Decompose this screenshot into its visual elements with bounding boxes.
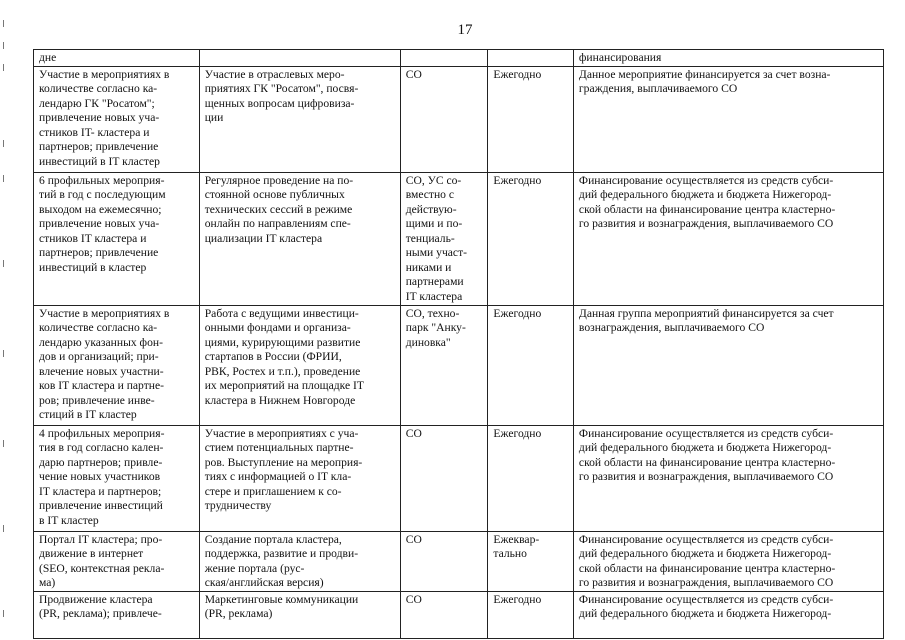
cell-text-line: лендарю указанных фон- [39, 335, 163, 349]
cell-text-line: действую- [405, 202, 457, 216]
cell-text-line: стартапов в России (ФРИИ, [204, 350, 342, 363]
cell-text-line: кластера в Нижнем Новгороде [204, 393, 356, 407]
cell-period [488, 425, 574, 531]
cell-text-line: Финансирование осуществляется из средств субси- [578, 173, 834, 187]
cell-activity [199, 50, 400, 67]
cell-text-line: дов и организаций; при- [39, 350, 159, 363]
cell-text-line: стием потенциальных партне- [204, 441, 354, 454]
cell-text-line: ма) [39, 576, 56, 589]
cell-financing [573, 425, 883, 531]
cell-responsible [400, 50, 488, 67]
cell-text-line: Работа с ведущими инвестици- [204, 306, 359, 320]
cell-text-line: привлечение инвестиций [39, 499, 163, 512]
cell-result [34, 66, 200, 172]
cell-text-line: 6 профильных мероприя- [39, 173, 165, 187]
cell-text-line: дий федерального бюджета и бюджета Нижегород- [578, 607, 832, 620]
cell-text-line: IT кластера и партнеров; [39, 484, 162, 498]
cell-text-line: технических сессий в режиме [204, 202, 353, 216]
cell-financing [573, 531, 883, 591]
cell-text-line: 4 профильных мероприя- [39, 426, 165, 440]
cell-text-line: Ежеквар- [493, 532, 540, 546]
cell-text-line: чение новых участников [39, 470, 161, 483]
cell-text-line: онными фондами и организа- [204, 321, 351, 334]
cell-text-line: Продвижение кластера [39, 592, 153, 606]
cell-result [34, 50, 200, 67]
cell-text-line: парк "Анку- [405, 321, 466, 334]
cell-text-line: партнерами [405, 275, 464, 288]
cell-responsible [400, 66, 488, 172]
cell-text-line: партнеров; привлечение [39, 140, 159, 153]
cell-text-line: щенных вопросам цифровиза- [204, 96, 355, 110]
cell-text-line: инвестиций в IT кластер [39, 154, 160, 168]
plan-table [33, 49, 884, 639]
cell-text-line: тий в год с последующим [39, 188, 166, 201]
cell-text-line: жение портала (рус- [204, 561, 305, 575]
cell-text-line: Финансирование осуществляется из средств субси- [578, 592, 834, 606]
cell-text-line: циями, курирующими развитие [204, 335, 361, 349]
cell-text-line: тия в год согласно кален- [39, 441, 164, 454]
cell-text-line: Маркетинговые коммуникации [204, 592, 359, 606]
cell-text-line: количестве согласно ка- [39, 321, 158, 334]
cell-financing [573, 591, 883, 638]
table-row [34, 172, 884, 305]
cell-text-line: го развития и вознаграждения, выплачиваемого СО [578, 217, 834, 230]
cell-text-line: лендарю ГК "Росатом"; [39, 96, 155, 110]
cell-period [488, 305, 574, 425]
cell-activity [199, 305, 400, 425]
cell-text-line: в IT кластер [39, 513, 99, 527]
cell-text-line: выходом на ежемесячно; [39, 202, 162, 216]
cell-text-line: циализации IT кластера [204, 231, 323, 245]
table-row [34, 50, 884, 67]
cell-text-line: Участие в мероприятиях с уча- [204, 426, 359, 440]
cell-text-line: СО, техно- [405, 306, 460, 320]
cell-text-line: Создание портала кластера, [204, 532, 342, 546]
cell-result [34, 591, 200, 638]
cell-text-line: стиций в IT кластер [39, 408, 137, 421]
cell-text-line: щими и по- [405, 217, 463, 230]
cell-text-line: тиях с информацией о IT кла- [204, 470, 352, 483]
cell-text-line: дарю партнеров; привле- [39, 455, 163, 469]
cell-text-line: (PR, реклама) [204, 607, 273, 620]
cell-text-line: Данная группа мероприятий финансируется за счет [578, 306, 834, 320]
table-row [34, 591, 884, 638]
cell-text-line: Ежегодно [493, 306, 542, 320]
cell-result [34, 172, 200, 305]
cell-text-line: СО, УС со- [405, 173, 462, 187]
cell-text-line: дий федерального бюджета и бюджета Нижегород- [578, 441, 832, 454]
cell-text-line: Участие в мероприятиях в [39, 306, 170, 320]
cell-text-line: Данное мероприятие финансируется за счет возна- [578, 67, 831, 81]
cell-financing [573, 305, 883, 425]
cell-text-line: СО [405, 67, 422, 81]
cell-text-line: онлайн по направлениям спе- [204, 217, 351, 230]
cell-text-line: их мероприятий на площадке IT [204, 379, 364, 392]
cell-text-line: Ежегодно [493, 67, 542, 81]
cell-text-line: поддержка, развитие и продви- [204, 547, 359, 560]
cell-activity [199, 531, 400, 591]
cell-text-line: количестве согласно ка- [39, 82, 158, 95]
cell-text-line: ции [204, 111, 224, 124]
cell-text-line: ными участ- [405, 246, 467, 259]
cell-text-line: СО [405, 426, 422, 440]
cell-text-line: влечение новых участни- [39, 364, 164, 378]
cell-activity [199, 172, 400, 305]
cell-text-line: Финансирование осуществляется из средств субси- [578, 532, 834, 546]
cell-text-line: го развития и вознаграждения, выплачиваемого СО [578, 576, 834, 589]
cell-text-line: РВК, Ростех и т.п.), проведение [204, 364, 361, 378]
cell-responsible [400, 425, 488, 531]
cell-period [488, 531, 574, 591]
cell-text-line: (SEO, контекстная рекла- [39, 561, 165, 575]
cell-period [488, 66, 574, 172]
cell-responsible [400, 305, 488, 425]
cell-responsible [400, 591, 488, 638]
cell-text-line: Ежегодно [493, 592, 542, 606]
cell-period [488, 591, 574, 638]
cell-text-line: СО [405, 592, 422, 606]
table-row [34, 305, 884, 425]
cell-text-line: тенциаль- [405, 231, 455, 245]
cell-text-line: приятиях ГК "Росатом", посвя- [204, 82, 359, 95]
cell-text-line: дий федерального бюджета и бюджета Нижегород- [578, 188, 832, 201]
cell-text-line: го развития и вознаграждения, выплачиваемого СО [578, 470, 834, 483]
cell-text-line: привлечение новых уча- [39, 217, 160, 230]
cell-activity [199, 591, 400, 638]
cell-text-line: СО [405, 532, 422, 546]
cell-text-line: дий федерального бюджета и бюджета Нижегород- [578, 547, 832, 560]
cell-text-line: ров. Выступление на мероприя- [204, 455, 363, 469]
cell-result [34, 425, 200, 531]
cell-period [488, 172, 574, 305]
cell-text-line: ская/английская версия) [204, 576, 324, 589]
cell-text-line: никами и [405, 260, 452, 274]
cell-text-line: стере и приглашением к со- [204, 484, 342, 498]
cell-period [488, 50, 574, 67]
cell-text-line: финансирования [578, 51, 662, 64]
cell-text-line: (PR, реклама); привлече- [39, 607, 162, 620]
table-row [34, 425, 884, 531]
table-row [34, 531, 884, 591]
cell-text-line: ской области на финансирование центра кластерно- [578, 202, 836, 216]
cell-text-line: ков IT кластера и партне- [39, 379, 164, 392]
cell-result [34, 531, 200, 591]
cell-text-line: партнеров; привлечение [39, 246, 159, 259]
cell-text-line: тально [493, 547, 527, 560]
cell-text-line: стников IT кластера и [39, 231, 147, 245]
cell-responsible [400, 172, 488, 305]
cell-activity [199, 66, 400, 172]
cell-text-line: стоянной основе публичных [204, 188, 345, 201]
table-row [34, 66, 884, 172]
cell-text-line: Участие в мероприятиях в [39, 67, 170, 81]
cell-text-line: вознаграждения, выплачиваемого СО [578, 321, 765, 334]
cell-activity [199, 425, 400, 531]
cell-text-line: ской области на финансирование центра кластерно- [578, 455, 836, 469]
cell-text-line: дне [39, 51, 57, 64]
cell-financing [573, 50, 883, 67]
cell-text-line: ской области на финансирование центра кластерно- [578, 561, 836, 575]
cell-financing [573, 172, 883, 305]
cell-text-line: инвестиций в кластер [39, 260, 147, 274]
cell-text-line: трудничеству [204, 499, 272, 512]
cell-text-line: граждения, выплачиваемого СО [578, 82, 738, 95]
cell-text-line: стников IT- кластера и [39, 125, 150, 139]
binding-margin-marks [3, 20, 5, 640]
cell-text-line: движение в интернет [39, 547, 144, 560]
page-number: 17 [457, 22, 473, 38]
cell-text-line: вместно с [405, 188, 455, 201]
cell-text-line: Регулярное проведение на по- [204, 173, 354, 187]
cell-text-line: привлечение новых уча- [39, 111, 160, 124]
cell-text-line: Портал IT кластера; про- [39, 532, 163, 546]
cell-responsible [400, 531, 488, 591]
cell-text-line: Ежегодно [493, 173, 542, 187]
cell-text-line: Финансирование осуществляется из средств субси- [578, 426, 834, 440]
cell-text-line: Ежегодно [493, 426, 542, 440]
cell-text-line: ров; привлечение инве- [39, 393, 155, 407]
cell-text-line: Участие в отраслевых меро- [204, 67, 345, 81]
cell-financing [573, 66, 883, 172]
cell-text-line: диновка" [405, 335, 451, 349]
cell-result [34, 305, 200, 425]
cell-text-line: IT кластера [405, 289, 463, 303]
